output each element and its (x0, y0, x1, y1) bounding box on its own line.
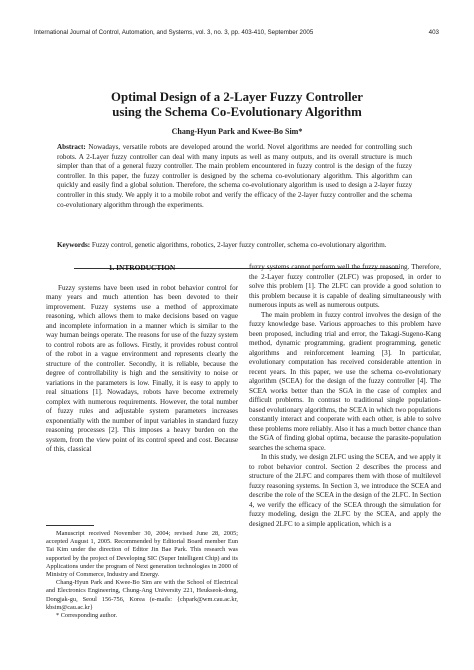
section-heading-introduction: 1. INTRODUCTION (108, 263, 176, 272)
footnote-corresponding: * Corresponding author. (56, 612, 118, 620)
left-column (46, 263, 238, 455)
abstract-text: Nowadays, versatile robots are developed around the world. Novel algorithms are needed for controlling such robots. A 2-Layer fuzzy controller can deal with many inputs as well as many outputs, and its overall structure is much simpler than that of a general fuzzy controller. The main problem encountered in fuzzy control is the design of the fuzzy controller. In this paper, the fuzzy controller is designed by the schema co-evolutionary algorithm. This algorithm can quickly and easily find a global solution. Therefore, the schema co-evolutionary algorithm is used to design a 2-layer fuzzy controller in this study. We apply it to a mobile robot and verify the efficacy of the 2-layer fuzzy controller and the schema co-evolutionary algorithm through the experiments. (57, 143, 412, 209)
abstract (57, 143, 412, 210)
running-header (34, 29, 439, 36)
body-paragraph: Fuzzy systems have been used in robot behavior control for many years and much attention has been devoted to their improvement. Fuzzy systems use a method of approximate reasoning, which allows them to make decisions based on vague and incomplete information in a manner which is similar to the way human beings operate. The reasons for use of the fuzzy system to control robots are as follows. Firstly, it provides robust control of the robot in a vague environment and represents clearly the structure of the controller. Secondly, it is reliable, because the degree of controllability is high and the sensitivity to noise or variations in the parameters is low. Finally, it is easy to apply to real situations [1]. Nowadays, robots have become extremely complex with numerous requirements. However, the total number of fuzzy rules and adjustable system parameters increases exponentially with the number of input variables in standard fuzzy reasoning processes [2]. This imposes a heavy burden on the system, from the view point of its control speed and cost. Because of this, classical (46, 283, 238, 453)
title-line-1: Optimal Design of a 2-Layer Fuzzy Controller (111, 90, 363, 104)
keywords-text: Fuzzy control, genetic algorithms, robotics, 2-layer fuzzy controller, schema co-evolutionary algorithm. (91, 241, 387, 249)
keywords (57, 241, 412, 251)
body-paragraph: The main problem in fuzzy control involves the design of the fuzzy knowledge base. Various approaches to this problem have been proposed, including trial and error, the Takagi-Sugeno-Kang method, dynamic programming, gradient programming, genetic algorithms and reinforcement learning [3]. In particular, evolutionary computation has received considerable attention in recent years. In this paper, we use the schema co-evolutionary algorithm (SCEA) for the design of the fuzzy controller [4]. The SCEA works better than the SGA in the case of complex and difficult problems. In contrast to traditional single population-based evolutionary algorithms, the SCEA in which two populations constantly interact and cooperate with each other, is able to solve these problems more reliably. Also it has a much better chance than the SGA of finding global optima, because the parasite-population searches the schema space. (249, 310, 441, 452)
body-paragraph: In this study, we design 2LFC using the SCEA, and we apply it to robot behavior control. Section 2 describes the process and structure of the 2LFC and compares them with those of multilevel fuzzy reasoning systems. In Section 3, we introduce the SCEA and describe the role of the SCEA in the design of the 2LFC. In Section 4, we verify the efficacy of the SCEA through the simulation for fuzzy modeling, design the 2LFC by the SCEA, and apply the designed 2LFC to a simple application, which is a (249, 453, 441, 528)
right-column (249, 263, 441, 529)
author-line: Chang-Hyun Park and Kwee-Bo Sim* (171, 127, 303, 136)
body-paragraph: fuzzy systems cannot perform well the fuzzy reasoning. Therefore, the 2-Layer fuzzy controller (2LFC) was proposed, in order to solve this problem [1]. The 2LFC can provide a good solution to this problem because it is capable of dealing simultaneously with numerous inputs as well as numerous outputs. (249, 263, 441, 309)
paper-title (0, 90, 474, 120)
journal-citation: International Journal of Control, Automation, and Systems, vol. 3, no. 3, pp. 403-410, September 2005 (34, 29, 314, 36)
keywords-label: Keywords: (57, 241, 91, 249)
footnotes (46, 530, 238, 620)
footnote-affiliation: Chang-Hyun Park and Kwee-Bo Sim are with the School of Electrical and Electronics Engineering, Chung-Ang University 221, Heukseok-dong, Dongjak-gu, Seoul 156-756, Korea (e-mails: {chpark@wm.cau.ac.kr, kbsim@cau.ac.kr} (46, 579, 238, 611)
page-number: 403 (428, 29, 439, 36)
abstract-label: Abstract: (57, 143, 86, 151)
title-line-2: using the Schema Co-Evolutionary Algorithm (112, 105, 362, 119)
footnote-divider (46, 525, 94, 526)
footnote-manuscript: Manuscript received November 30, 2004; revised June 28, 2005; accepted August 1, 2005. Recommended by Editorial Board member Eun Tai Kim under the direction of Editor Jin Bae Park. This research was supported by the project of Developing SIC (Super Intelligent Chip) and its Applications under the program of Next generation technologies in 2000 of Ministry of Commerce, Industry and Energy. (46, 530, 238, 579)
